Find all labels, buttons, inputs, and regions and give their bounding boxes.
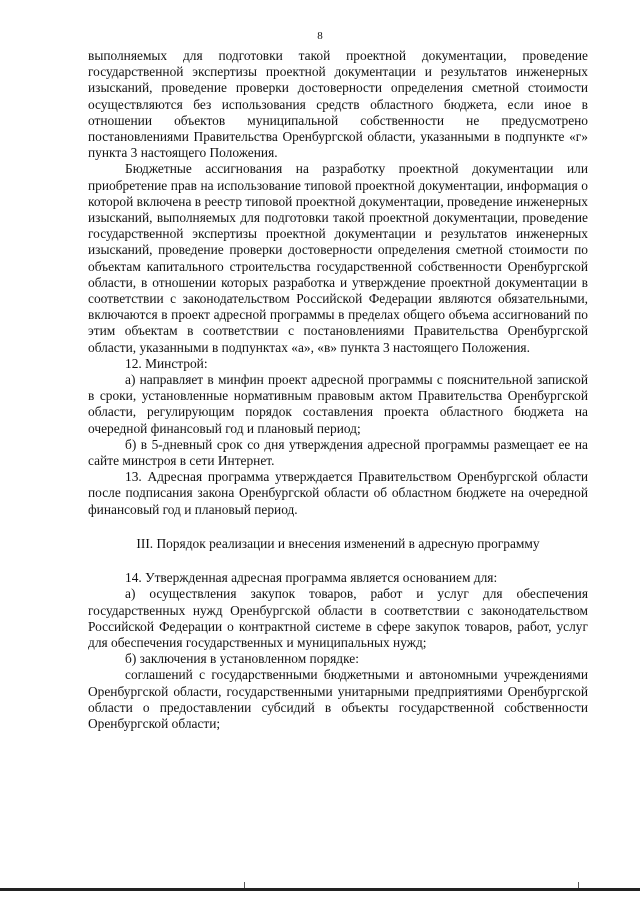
document-body	[88, 48, 588, 732]
paragraph-item-12: 12. Минстрой:	[125, 355, 208, 371]
bottom-rule	[0, 888, 640, 891]
paragraph-continuation: выполняемых для подготовки такой проектной документации, проведение государственной экспертизы проектной документации и результатов инженерных изысканий, проведение проверки достоверности определения сметной стоимости осуществляются без использования средств областного бюджета, если иное в отношении объектов муниципальной собственности не предусмотрено постановлениями Правительства Оренбургской области, указанными в подпункте «г» пункта 3 настоящего Положения.	[88, 48, 588, 161]
section-heading: III. Порядок реализации и внесения изменений в адресную программу	[136, 535, 540, 551]
paragraph-budget-allocations: Бюджетные ассигнования на разработку проектной документации или приобретение прав на использование типовой проектной документации, информация о которой включена в реестр типовой проектной документации, проведение инженерных изысканий, выполняемых для подготовки такой проектной документации, проведение государственной экспертизы проектной документации и результатов инженерных изысканий, проведение проверки достоверности определения сметной стоимости по объектам капитального строительства государственной собственности Оренбургской области, в отношении которых разработка и утверждение проектной документации в соответствии с законодательством Российской Федерации являются обязательными, включаются в проект адресной программы в пределах общего объема ассигнований по этим объектам в соответствии с постановлениями Правительства Оренбургской области, указанными в подпунктах «а», «в» пункта 3 настоящего Положения.	[88, 161, 588, 355]
paragraph-agreements: соглашений с государственными бюджетными и автономными учреждениями Оренбургской области, государственными унитарными предприятиями Оренбургской области о предоставлении субсидий в объекты государственной собственности Оренбургской области;	[88, 667, 588, 731]
paragraph-item-12b: б) в 5-дневный срок со дня утверждения адресной программы размещает ее на сайте минстроя в сети Интернет.	[88, 436, 588, 469]
page-number: 8	[317, 30, 323, 42]
paragraph-item-12a: а) направляет в минфин проект адресной программы с пояснительной запиской в сроки, установленные нормативным правовым актом Правительства Оренбургской области, регулирующим порядок составления проекта областного бюджета на очередной финансовый год и плановый период;	[88, 372, 588, 436]
paragraph-item-14b: б) заключения в установленном порядке:	[125, 651, 359, 667]
paragraph-item-14: 14. Утвержденная адресная программа является основанием для:	[125, 570, 498, 586]
paragraph-item-13: 13. Адресная программа утверждается Правительством Оренбургской области после подписания закона Оренбургской области об областном бюджете на очередной финансовый год и плановый период.	[88, 469, 588, 517]
paragraph-item-14a: а) осуществления закупок товаров, работ и услуг для обеспечения государственных нужд Оренбургской области в соответствии с законодательством Российской Федерации о контрактной системе в сфере закупок товаров, работ, услуг для обеспечения государственных и муниципальных нужд;	[88, 586, 588, 650]
